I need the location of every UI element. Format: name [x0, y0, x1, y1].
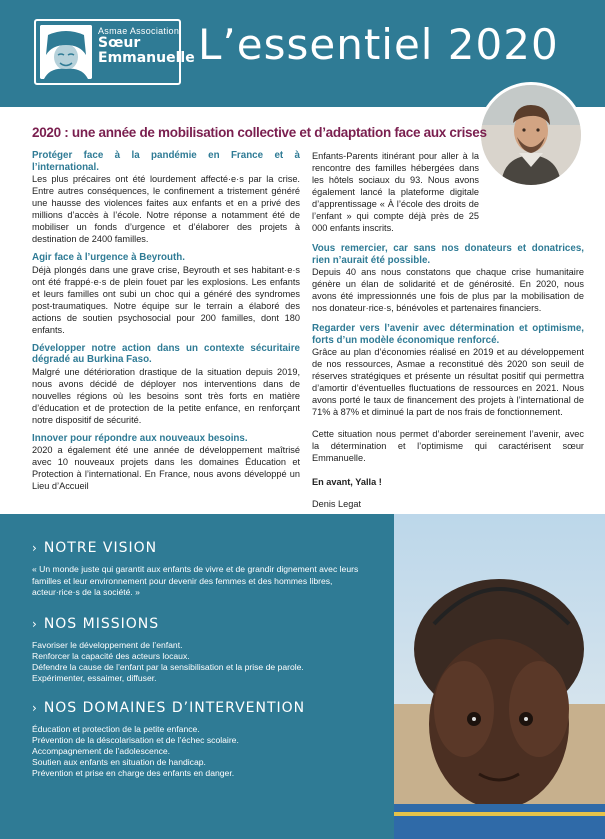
logo-line-soeur: Sœur — [98, 35, 141, 52]
chevron-right-icon: › — [32, 701, 38, 715]
logo-line-association: Asmae Association — [98, 26, 180, 36]
main-heading: 2020 : une année de mobilisation collective et d’adaptation face aux crises — [32, 125, 487, 140]
section-text-remercier: Depuis 40 ans nous constatons que chaque crise humanitaire génère un élan de solidarité et de générosité. En 2020, nous avons été impressionnés une fois de plus par la mobilisation de nos donateur·rice·s, bénévoles et partenaires financiers. — [312, 267, 584, 313]
chevron-right-icon: › — [32, 541, 38, 555]
list-item: Favoriser le développement de l’enfant. — [32, 640, 183, 650]
asmae-logo — [34, 19, 195, 85]
section-heading-avenir: Regarder vers l’avenir avec détermination et optimisme, forts d’un modèle économique renforcé. — [312, 323, 584, 346]
section-heading-remercier: Vous remercier, car sans nos donateurs et donatrices, rien n’aurait été possible. — [312, 243, 584, 266]
missions-title: NOS MISSIONS — [43, 616, 160, 632]
list-item: Soutien aux enfants en situation de handicap. — [32, 757, 206, 767]
section-heading-beyrouth: Agir face à l’urgence à Beyrouth. — [32, 252, 185, 263]
signoff: En avant, Yalla ! — [312, 477, 382, 487]
section-text-innover: 2020 a également été une année de développement maîtrisé avec 10 nouveaux projets dans les domaines Éducation et Protection à l’international. En France, nous avons développé un Lieu d’Accueil — [32, 445, 300, 491]
section-text-pandemic: Les plus précaires ont été lourdement affecté·e·s par la crise. Entre autres conséquences, le confinement a tristement généré une hausse des violences faites aux enfants et en a privé des millions d’accès à l’école. Notre réponse a notamment été de mobiliser un fonds d’urgence et d’élaborer des projets à destination de 2400 familles. — [32, 174, 300, 244]
vision-section — [32, 540, 382, 599]
section-heading-burkina: Développer notre action dans un contexte sécuritaire dégradé au Burkina Faso. — [32, 342, 300, 365]
vision-text: « Un monde juste qui garantit aux enfants de vivre et de grandir dignement avec leurs familles et leur environnement pour devenir des femmes et des hommes libres, acteur·rice·s de la société. » — [32, 564, 359, 597]
domains-list — [32, 724, 305, 779]
chevron-right-icon: › — [32, 617, 38, 631]
section-text-burkina: Malgré une détérioration drastique de la situation depuis 2019, nous avons décidé de déployer nos interventions dans de nouvelles régions où les besoins sont très forts en matière d’éducation et de protection de la petite enfance, en renforçant notre dispositif de sécurité. — [32, 366, 300, 425]
soeur-emmanuelle-portrait-logo — [40, 25, 92, 79]
list-item: Éducation et protection de la petite enfance. — [32, 724, 200, 734]
child-photo — [394, 514, 605, 839]
list-item: Défendre la cause de l’enfant par la sensibilisation et la prise de parole. — [32, 662, 304, 672]
left-column — [32, 150, 300, 492]
domains-title: NOS DOMAINES D’INTERVENTION — [43, 700, 306, 716]
section-heading-innover: Innover pour répondre aux nouveaux besoins. — [32, 432, 248, 444]
missions-list — [32, 640, 304, 684]
continuation-text: Enfants-Parents itinérant pour aller à la rencontre des familles hébergées dans les hôtels sociaux du 93. Nous avons également lancé la plateforme digitale d’apprentissage « À l’école des droits de l’enfant » qui compte déjà près de 25 000 enfants inscrits. — [312, 151, 479, 233]
missions-section — [32, 616, 304, 684]
logo-line-emmanuelle: Emmanuelle — [98, 50, 195, 67]
domains-section — [32, 700, 305, 779]
section-text-beyrouth: Déjà plongés dans une grave crise, Beyrouth et ses habitant·e·s ont été frappé·e·s de plein fouet par les explosions. Les enfants et leurs familles ont subi un choc qui a généré des syndromes post-traumatiques. Notre équipe sur le terrain a élaboré des actions de soutien psychosocial pour 200 familles, dont 180 enfants. — [32, 264, 300, 335]
list-item: Prévention et prise en charge des enfants en danger. — [32, 768, 235, 778]
right-column — [312, 150, 584, 510]
signature: Denis Legat — [312, 499, 362, 509]
list-item: Expérimenter, essaimer, diffuser. — [32, 673, 157, 683]
section-heading-pandemic: Protéger face à la pandémie en France et à l’international. — [32, 150, 300, 173]
section-text-avenir: Grâce au plan d’économies réalisé en 2019 et au développement de nos ressources, Asmae a reconstitué dès 2020 son seuil de réserves stratégiques et présente un résultat positif qui permettra d’amortir d’éventuelles fluctuations de ressources en 2021. Nous avons porté le taux de financement des projets à l’international de 71% à 87% et diminué la part de nos frais de fonctionnement. — [312, 347, 584, 417]
list-item: Accompagnement de l’adolescence. — [32, 746, 171, 756]
list-item: Prévention de la déscolarisation et de l’échec scolaire. — [32, 735, 239, 745]
vision-title: NOTRE VISION — [43, 540, 158, 556]
list-item: Renforcer la capacité des acteurs locaux. — [32, 651, 190, 661]
closing-text: Cette situation nous permet d’aborder sereinement l’avenir, avec la détermination et l’optimisme qui caractérisent sœur Emmanuelle. — [312, 429, 584, 463]
page-title: L’essentiel 2020 — [198, 20, 559, 69]
logo-text — [98, 27, 195, 66]
